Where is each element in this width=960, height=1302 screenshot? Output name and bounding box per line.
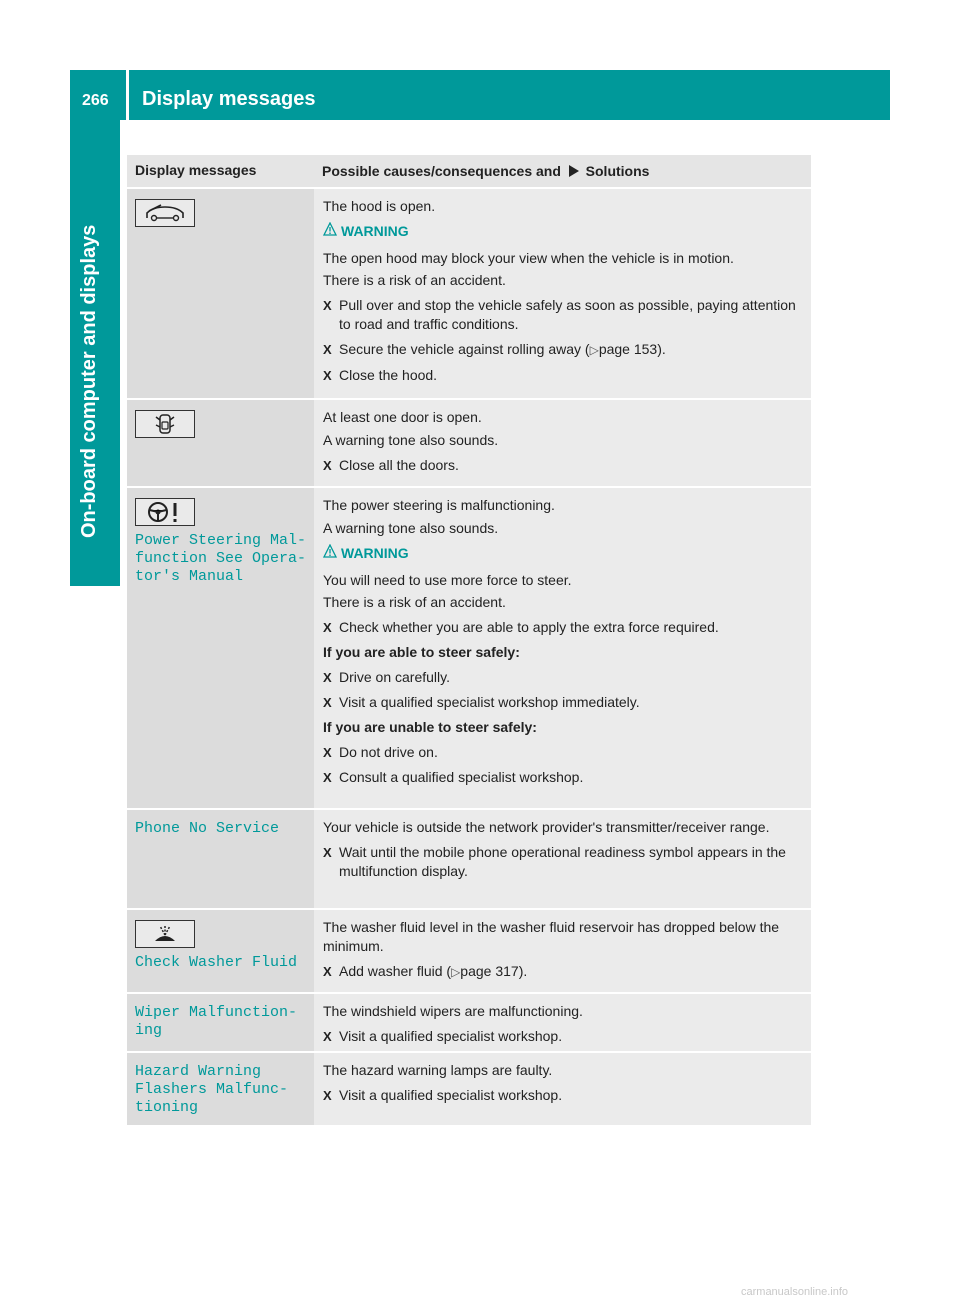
action-step: X Wait until the mobile phone operational readiness symbol appears in the multifunction display. [323, 844, 786, 879]
action-step: X Secure the vehicle against rolling away (▷page 153). [323, 341, 666, 357]
table-row [127, 400, 811, 488]
table-header [127, 155, 811, 189]
action-step: X Close all the doors. [323, 457, 459, 473]
column-header-solutions-suffix: Solutions [585, 163, 650, 179]
page-reference[interactable]: page 317). [460, 963, 528, 979]
table-row [127, 1053, 811, 1125]
page-title: Display messages [142, 88, 316, 110]
display-cell [127, 994, 314, 1051]
display-message-text: Wiper Malfunction‐ ing [135, 1004, 298, 1039]
display-cell [127, 1053, 314, 1125]
display-cell [127, 910, 314, 992]
step-marker-icon: X [323, 770, 332, 785]
action-step: X Add washer fluid (▷page 317). [323, 963, 528, 979]
step-marker-icon: X [323, 964, 332, 979]
cause-text: A warning tone also sounds. [323, 520, 499, 536]
solution-cell [314, 1053, 811, 1125]
action-step: X Visit a qualified specialist workshop. [323, 1028, 563, 1044]
hood-open-icon [135, 199, 195, 227]
action-step: X Pull over and stop the vehicle safely as soon as possible, paying attention to road and traffic conditions. [323, 297, 796, 332]
step-marker-icon: X [323, 695, 332, 710]
page-reference[interactable]: page 153). [598, 341, 666, 357]
step-marker-icon: X [323, 745, 332, 760]
display-cell [127, 488, 314, 808]
column-header-solutions [314, 155, 811, 187]
table-row [127, 189, 811, 400]
action-step: X Visit a qualified specialist workshop immediately. [323, 694, 640, 710]
step-marker-icon: X [323, 1088, 332, 1103]
step-marker-icon: X [323, 845, 332, 860]
step-marker-icon: X [323, 620, 332, 635]
door-open-icon [135, 410, 195, 438]
watermark: carmanualsonline.info [741, 1286, 849, 1298]
cause-text: The hazard warning lamps are faulty. [323, 1062, 553, 1078]
display-cell [127, 810, 314, 908]
warning-triangle-icon [323, 544, 337, 558]
solution-cell [314, 189, 811, 398]
page-number: 266 [82, 92, 109, 109]
display-message-text: Power Steering Mal‐ function See Opera‐ tor's Manual [135, 532, 307, 585]
table-row [127, 488, 811, 810]
cause-text: Your vehicle is outside the network provider's transmitter/receiver range. [323, 819, 770, 835]
step-marker-icon: X [323, 670, 332, 685]
solution-cell [314, 400, 811, 486]
step-marker-icon: X [323, 458, 332, 473]
display-message-text: Hazard Warning Flashers Malfunc‐ tioning [135, 1063, 289, 1116]
warning-heading: WARNING [323, 544, 805, 563]
cause-text: The washer fluid level in the washer fluid reservoir has dropped below the minimum. [323, 919, 780, 954]
section-tab-label: On-board computer and displays [78, 224, 100, 538]
page-header [70, 70, 890, 120]
action-step: X Check whether you are able to apply the extra force required. [323, 619, 719, 635]
warning-text: There is a risk of an accident. [323, 272, 506, 288]
arrow-right-icon [569, 165, 579, 177]
action-step: X Drive on carefully. [323, 669, 451, 685]
table-row [127, 994, 811, 1053]
steering-wheel-warning-icon [135, 498, 195, 526]
action-step: X Do not drive on. [323, 744, 438, 760]
display-cell [127, 189, 314, 398]
condition-heading: If you are unable to steer safely: [323, 719, 537, 735]
cause-text: A warning tone also sounds. [323, 432, 499, 448]
table-row [127, 910, 811, 994]
solution-cell [314, 994, 811, 1051]
cause-text: The windshield wipers are malfunctioning. [323, 1003, 583, 1019]
cause-text: The power steering is malfunctioning. [323, 497, 555, 513]
solution-cell [314, 810, 811, 908]
condition-heading: If you are able to steer safely: [323, 644, 520, 660]
solution-cell [314, 910, 811, 992]
display-messages-table [127, 155, 811, 1125]
column-header-display-messages: Display messages [135, 162, 257, 178]
warning-triangle-icon [323, 222, 337, 236]
step-marker-icon: X [323, 342, 332, 357]
step-marker-icon: X [323, 298, 332, 313]
column-header-solutions-prefix: Possible causes/consequences and [322, 163, 561, 179]
display-cell [127, 400, 314, 486]
header-divider [126, 70, 129, 120]
page-ref-icon: ▷ [589, 343, 599, 357]
washer-fluid-icon [135, 920, 195, 948]
warning-text: The open hood may block your view when the vehicle is in motion. [323, 250, 734, 266]
table-row [127, 810, 811, 910]
solution-cell [314, 488, 811, 808]
warning-heading: WARNING [323, 222, 805, 241]
cause-text: The hood is open. [323, 198, 436, 214]
action-step: X Consult a qualified specialist workshop. [323, 769, 584, 785]
step-marker-icon: X [323, 368, 332, 383]
warning-text: There is a risk of an accident. [323, 594, 506, 610]
action-step: X Visit a qualified specialist workshop. [323, 1087, 563, 1103]
action-step: X Close the hood. [323, 367, 438, 383]
display-message-text: Check Washer Fluid [135, 954, 298, 971]
page-ref-icon: ▷ [451, 965, 461, 979]
warning-text: You will need to use more force to steer. [323, 572, 572, 588]
step-marker-icon: X [323, 1029, 332, 1044]
cause-text: At least one door is open. [323, 409, 482, 425]
display-message-text: Phone No Service [135, 820, 280, 837]
